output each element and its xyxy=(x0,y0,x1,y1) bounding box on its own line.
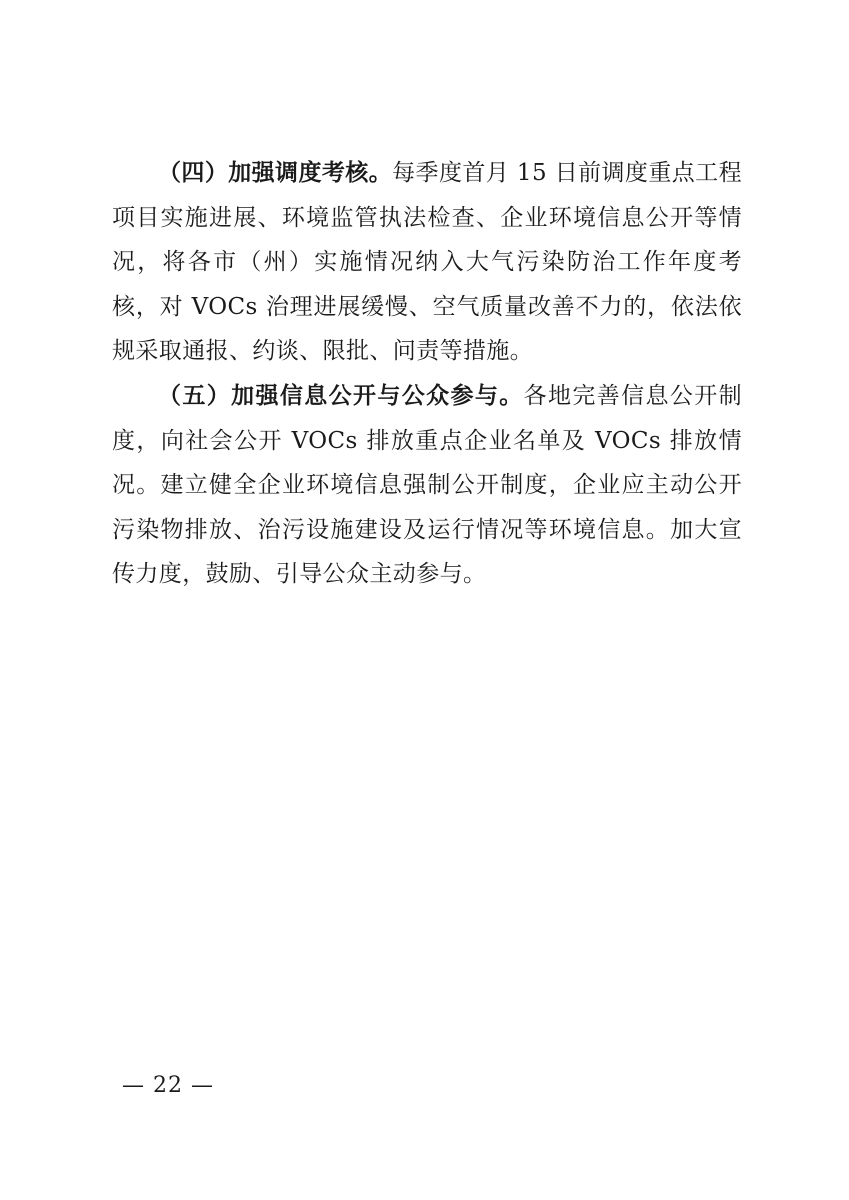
paragraph-heading: （五）加强信息公开与公众参与。 xyxy=(158,381,524,409)
paragraph-heading: （四）加强调度考核。 xyxy=(158,159,393,186)
paragraph-dispatch-assessment xyxy=(112,151,742,374)
paragraph-text: 各地完善信息公开制度，向社会公开 VOCs 排放重点企业名单及 VOCs 排放情况。建立健全企业环境信息强制公开制度，企业应主动公开污染物排放、治污设施建设及运行情况等环境信息。加大宣传力度，鼓励、引导公众主动参与。 xyxy=(112,382,742,588)
paragraph-information-disclosure xyxy=(112,374,742,597)
page-number: — 22 — xyxy=(122,1073,214,1098)
document-body xyxy=(112,151,742,597)
paragraph-text: 每季度首月 15 日前调度重点工程项目实施进展、环境监管执法检查、企业环境信息公开等情况，将各市（州）实施情况纳入大气污染防治工作年度考核，对 VOCs 治理进展缓慢、空气质量改善不力的，依法依规采取通报、约谈、限批、问责等措施。 xyxy=(112,160,742,365)
